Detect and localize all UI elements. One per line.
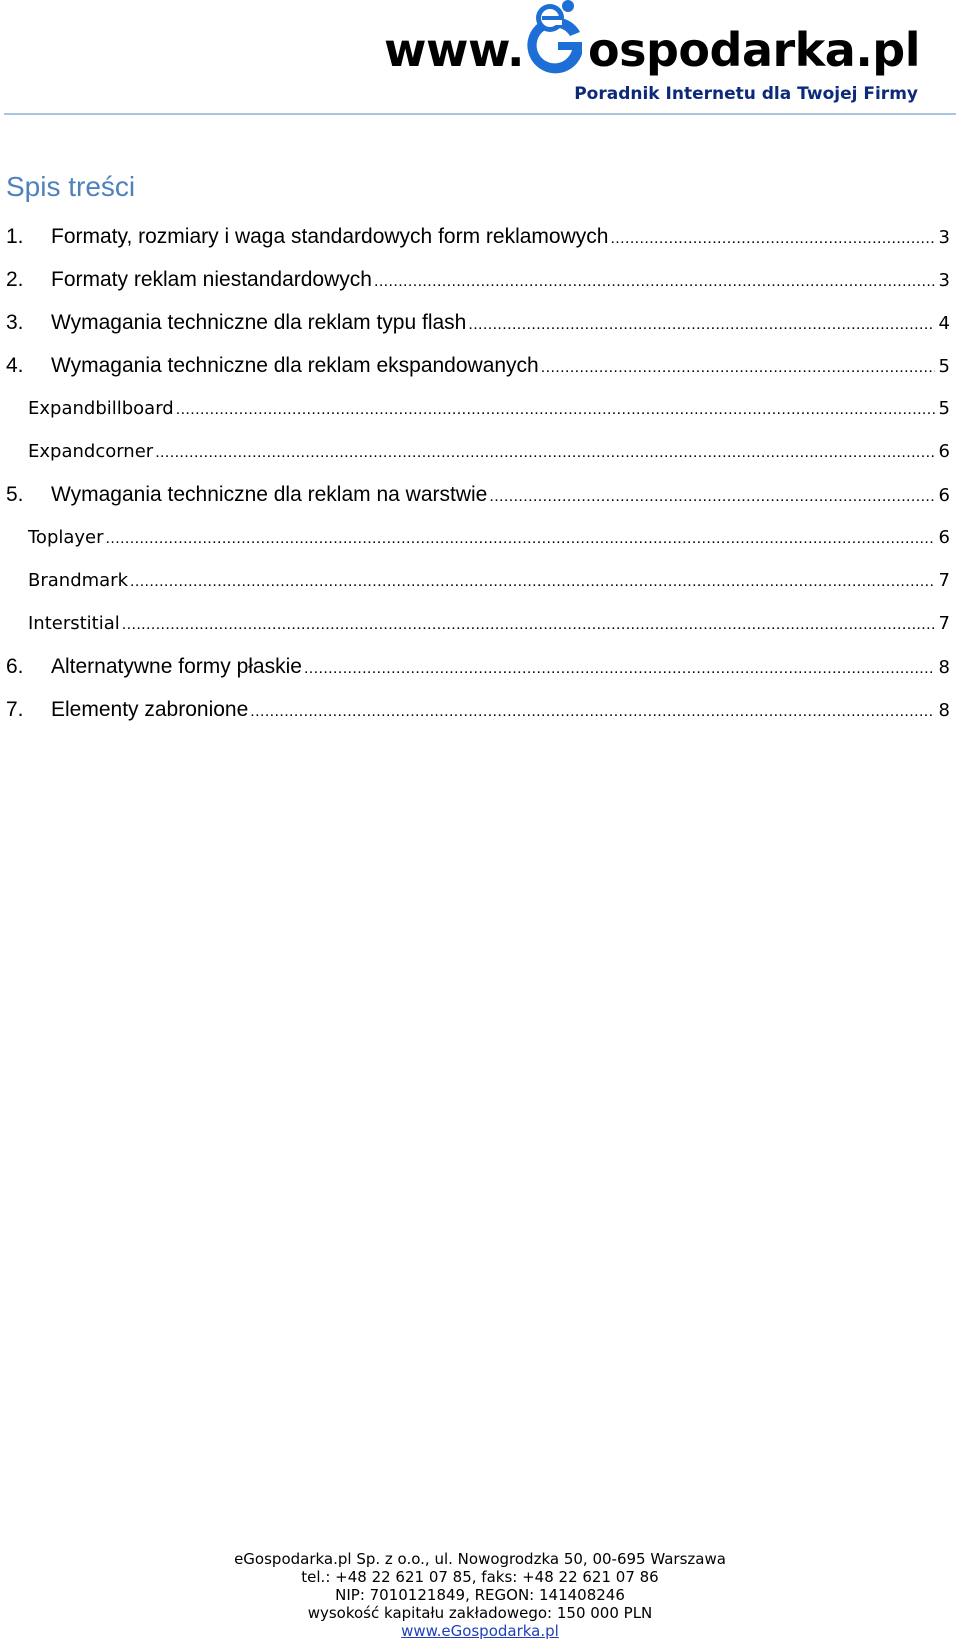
toc-dot-leader xyxy=(122,602,935,646)
toc-entry[interactable] xyxy=(6,473,956,516)
toc-dot-leader xyxy=(489,473,934,518)
logo-e-g-mark-icon xyxy=(524,24,588,70)
toc-entry[interactable] xyxy=(6,344,956,387)
toc-entry-number: 4. xyxy=(6,354,24,377)
toc-entry-number: 2. xyxy=(6,268,24,291)
toc-entry-page: 7 xyxy=(938,613,950,634)
header-divider xyxy=(4,113,956,115)
toc-entry-page: 8 xyxy=(938,700,950,721)
page-footer xyxy=(0,1550,960,1640)
toc-entry-page: 6 xyxy=(938,485,950,506)
toc-entry-page: 5 xyxy=(938,398,950,419)
footer-website-link[interactable]: www.eGospodarka.pl xyxy=(401,1622,559,1640)
toc-entry-page: 6 xyxy=(938,441,950,462)
toc-dot-leader xyxy=(106,516,935,560)
footer-phone-fax: tel.: +48 22 621 07 85, faks: +48 22 621 07 86 xyxy=(301,1568,659,1586)
toc-entry-title: Expandbillboard xyxy=(28,398,174,419)
toc-subentry[interactable] xyxy=(6,516,956,559)
toc-dot-leader xyxy=(374,258,935,303)
toc-entry-title: Elementy zabronione xyxy=(51,698,249,721)
toc-dot-leader xyxy=(155,430,934,474)
toc-entry-page: 3 xyxy=(938,270,950,291)
toc-entry-title: Alternatywne formy płaskie xyxy=(51,655,302,678)
page-header xyxy=(0,0,960,118)
toc-entry-title: Wymagania techniczne dla reklam na warstwie xyxy=(51,483,488,506)
toc-entry[interactable] xyxy=(6,258,956,301)
toc-subentry[interactable] xyxy=(6,559,956,602)
footer-company-address: eGospodarka.pl Sp. z o.o., ul. Nowogrodzka 50, 00-695 Warszawa xyxy=(234,1550,726,1568)
toc-entry-title: Expandcorner xyxy=(28,441,154,462)
toc-entry-title: Formaty reklam niestandardowych xyxy=(51,268,372,291)
toc-entry-number: 1. xyxy=(6,225,24,248)
toc-entry-number: 7. xyxy=(6,698,24,721)
toc-entry-page: 4 xyxy=(938,313,950,334)
toc-entry-number: 3. xyxy=(6,311,24,334)
toc-entry[interactable] xyxy=(6,215,956,258)
toc-entry-title: Interstitial xyxy=(28,613,120,634)
footer-share-capital: wysokość kapitału zakładowego: 150 000 PLN xyxy=(307,1604,653,1622)
egospodarka-logo[interactable] xyxy=(380,4,920,106)
toc-dot-leader xyxy=(250,688,934,733)
toc-dot-leader xyxy=(176,387,935,431)
logo-wordmark xyxy=(384,24,920,76)
toc-entry[interactable] xyxy=(6,301,956,344)
toc-entry[interactable] xyxy=(6,688,956,731)
logo-prefix: www. xyxy=(383,23,525,77)
toc-entry-page: 5 xyxy=(938,356,950,377)
toc-entry-page: 3 xyxy=(938,227,950,248)
toc-title: Spis treści xyxy=(6,171,136,202)
toc-dot-leader xyxy=(130,559,935,603)
toc-entry-title: Formaty, rozmiary i waga standardowych form reklamowych xyxy=(51,225,609,248)
toc-entry[interactable] xyxy=(6,645,956,688)
toc-entry-page: 8 xyxy=(938,657,950,678)
toc-entry-title: Toplayer xyxy=(28,527,104,548)
toc-entry-page: 7 xyxy=(938,570,950,591)
toc-entry-title: Wymagania techniczne dla reklam ekspandowanych xyxy=(51,354,539,377)
footer-tax-ids: NIP: 7010121849, REGON: 141408246 xyxy=(335,1586,625,1604)
toc-subentry[interactable] xyxy=(6,387,956,430)
toc-entry-number: 5. xyxy=(6,483,24,506)
logo-suffix: ospodarka.pl xyxy=(588,23,920,77)
toc-dot-leader xyxy=(304,645,935,690)
toc-subentry[interactable] xyxy=(6,602,956,645)
toc-entry-title: Brandmark xyxy=(28,570,129,591)
toc-subentry[interactable] xyxy=(6,430,956,473)
table-of-contents xyxy=(6,215,956,731)
toc-dot-leader xyxy=(541,344,935,389)
toc-entry-page: 6 xyxy=(938,527,950,548)
toc-dot-leader xyxy=(468,301,934,346)
logo-tagline: Poradnik Internetu dla Twojej Firmy xyxy=(574,84,918,104)
toc-entry-number: 6. xyxy=(6,655,24,678)
toc-dot-leader xyxy=(610,215,934,260)
toc-entry-title: Wymagania techniczne dla reklam typu flash xyxy=(51,311,467,334)
